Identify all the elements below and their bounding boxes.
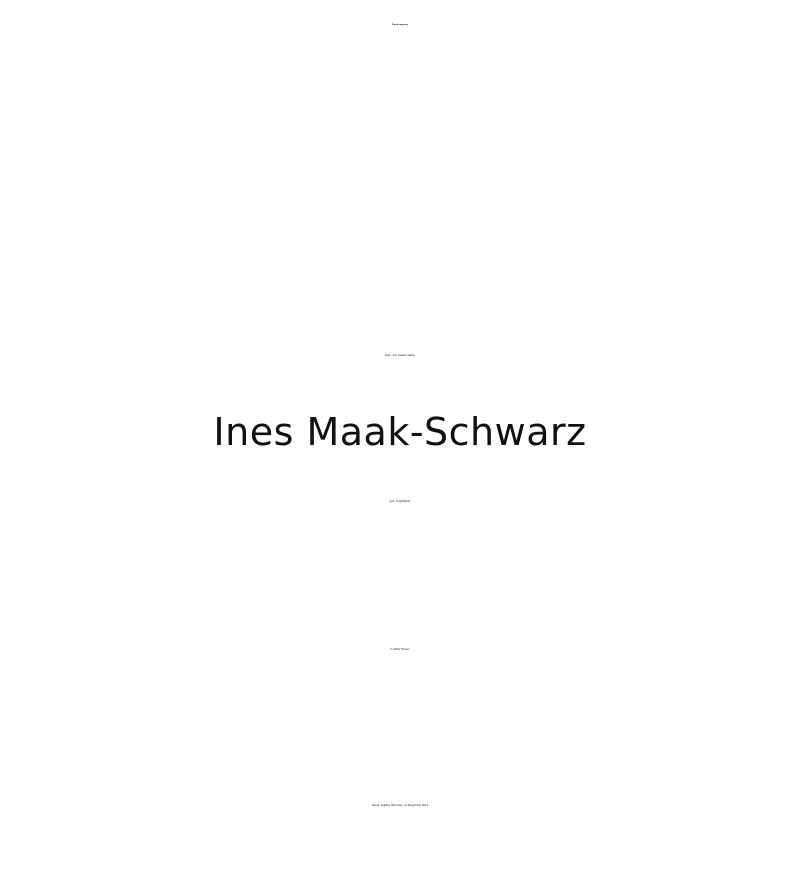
paragraph-line <box>0 309 800 339</box>
thanks-line <box>0 583 800 613</box>
family-member <box>0 750 800 782</box>
mourning-label: In stiller Trauer: <box>390 648 410 651</box>
thanks-paragraph <box>0 553 800 612</box>
family-member <box>0 686 800 718</box>
paragraph-line <box>0 250 800 280</box>
gratitude-paragraph <box>0 220 800 338</box>
family-signatures <box>0 686 800 782</box>
poem-verse <box>0 73 800 191</box>
place-date-line: Leuna, Leipzig, München, im November 2014 <box>371 804 429 807</box>
poem-line <box>0 132 800 162</box>
notice-heading: Danksagung <box>391 24 408 26</box>
poem-line <box>0 73 800 103</box>
family-member <box>0 718 800 750</box>
thanks-line <box>0 553 800 583</box>
maiden-name: geb. Voigtländer <box>389 500 411 503</box>
dedication-line: Allen, die unserer lieben <box>384 354 416 357</box>
deceased-name: Ines Maak-Schwarz <box>213 410 587 454</box>
poem-line <box>0 103 800 133</box>
poem-line <box>0 162 800 192</box>
paragraph-line <box>0 220 800 250</box>
paragraph-line <box>0 279 800 309</box>
